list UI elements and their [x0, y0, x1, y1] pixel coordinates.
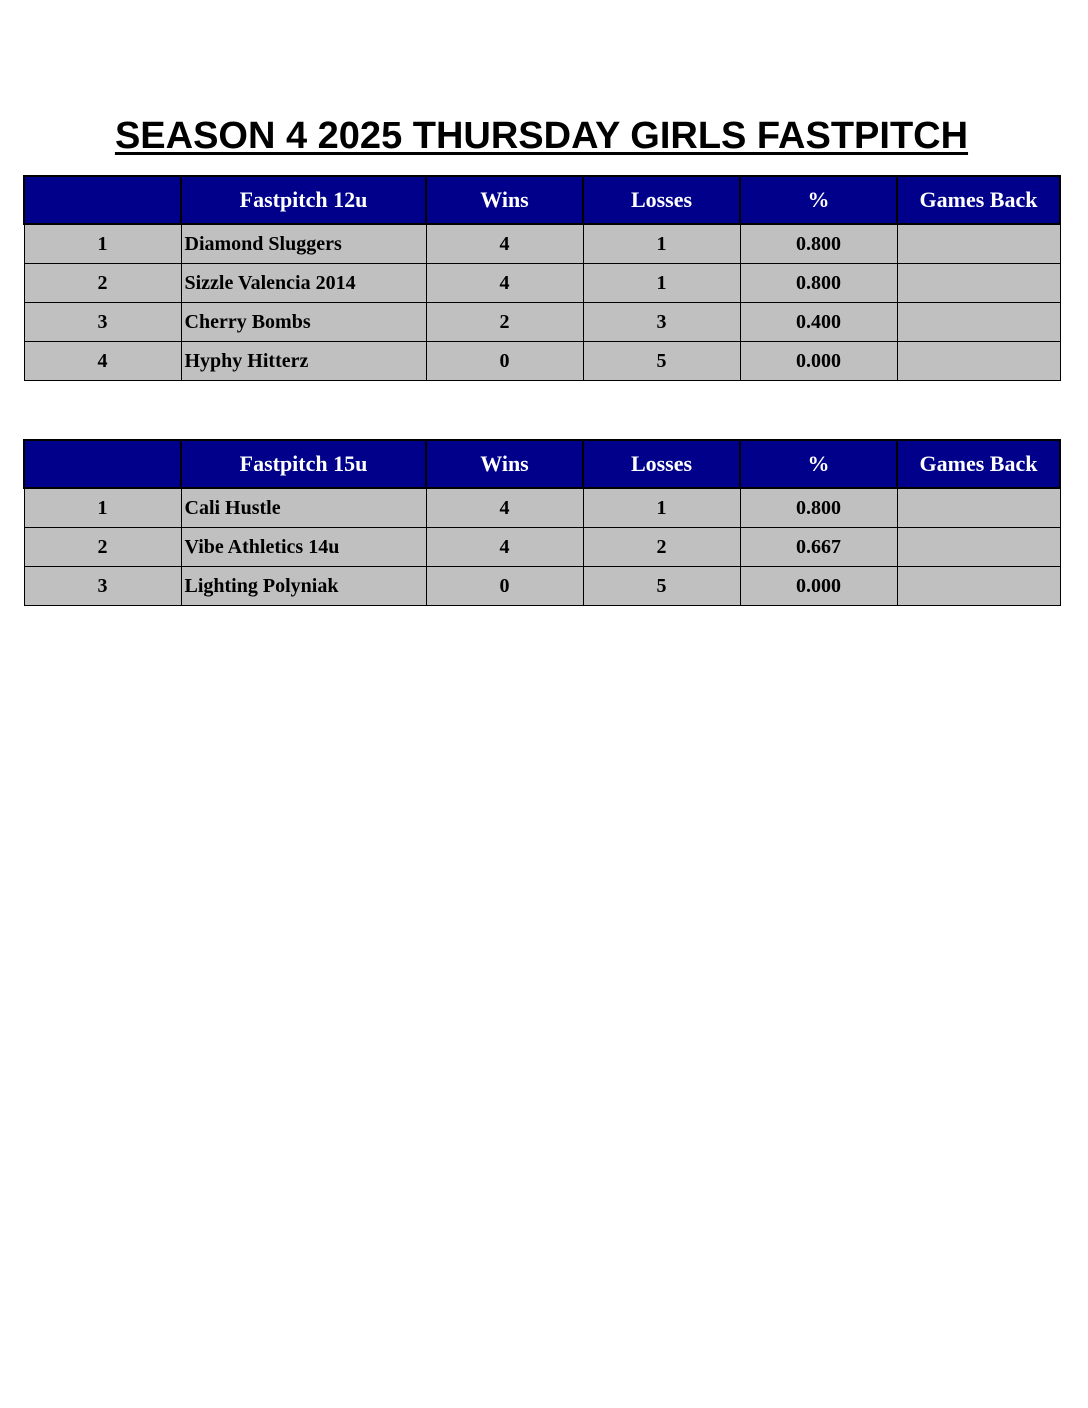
pct-cell: 0.800 — [740, 224, 897, 264]
games-back-header: Games Back — [897, 440, 1060, 488]
pct-cell: 0.000 — [740, 567, 897, 606]
rank-header — [24, 440, 181, 488]
table-row — [24, 224, 1060, 264]
losses-cell: 5 — [583, 567, 740, 606]
standings-table-12u — [23, 175, 1061, 381]
losses-cell: 1 — [583, 264, 740, 303]
games-back-cell — [897, 488, 1060, 528]
rank-cell: 3 — [24, 303, 181, 342]
table-row — [24, 528, 1060, 567]
team-cell: Diamond Sluggers — [181, 224, 426, 264]
table-header-row — [24, 176, 1060, 224]
standings-table-15u — [23, 439, 1061, 606]
rank-cell: 3 — [24, 567, 181, 606]
games-back-cell — [897, 342, 1060, 381]
wins-cell: 4 — [426, 488, 583, 528]
games-back-cell — [897, 528, 1060, 567]
losses-cell: 2 — [583, 528, 740, 567]
table-header-row — [24, 440, 1060, 488]
pct-header: % — [740, 176, 897, 224]
pct-cell: 0.400 — [740, 303, 897, 342]
wins-cell: 4 — [426, 528, 583, 567]
division-name-header: Fastpitch 15u — [181, 440, 426, 488]
rank-cell: 1 — [24, 224, 181, 264]
team-cell: Cali Hustle — [181, 488, 426, 528]
wins-cell: 0 — [426, 567, 583, 606]
team-cell: Hyphy Hitterz — [181, 342, 426, 381]
table-row — [24, 488, 1060, 528]
table-row — [24, 567, 1060, 606]
games-back-cell — [897, 303, 1060, 342]
rank-cell: 2 — [24, 264, 181, 303]
losses-cell: 5 — [583, 342, 740, 381]
division-name-header: Fastpitch 12u — [181, 176, 426, 224]
team-cell: Cherry Bombs — [181, 303, 426, 342]
pct-cell: 0.800 — [740, 488, 897, 528]
page-title-text: SEASON 4 2025 THURSDAY GIRLS FASTPITCH — [114, 115, 969, 157]
table-row — [24, 264, 1060, 303]
page-title — [0, 112, 1083, 160]
rank-cell: 4 — [24, 342, 181, 381]
losses-cell: 1 — [583, 488, 740, 528]
games-back-header: Games Back — [897, 176, 1060, 224]
wins-cell: 0 — [426, 342, 583, 381]
wins-header: Wins — [426, 176, 583, 224]
table-row — [24, 342, 1060, 381]
pct-cell: 0.667 — [740, 528, 897, 567]
rank-header — [24, 176, 181, 224]
games-back-cell — [897, 224, 1060, 264]
losses-header: Losses — [583, 440, 740, 488]
table-row — [24, 303, 1060, 342]
games-back-cell — [897, 567, 1060, 606]
rank-cell: 1 — [24, 488, 181, 528]
wins-cell: 4 — [426, 224, 583, 264]
wins-header: Wins — [426, 440, 583, 488]
rank-cell: 2 — [24, 528, 181, 567]
team-cell: Lighting Polyniak — [181, 567, 426, 606]
pct-cell: 0.000 — [740, 342, 897, 381]
team-cell: Vibe Athletics 14u — [181, 528, 426, 567]
pct-header: % — [740, 440, 897, 488]
wins-cell: 2 — [426, 303, 583, 342]
losses-header: Losses — [583, 176, 740, 224]
losses-cell: 1 — [583, 224, 740, 264]
pct-cell: 0.800 — [740, 264, 897, 303]
wins-cell: 4 — [426, 264, 583, 303]
losses-cell: 3 — [583, 303, 740, 342]
games-back-cell — [897, 264, 1060, 303]
team-cell: Sizzle Valencia 2014 — [181, 264, 426, 303]
